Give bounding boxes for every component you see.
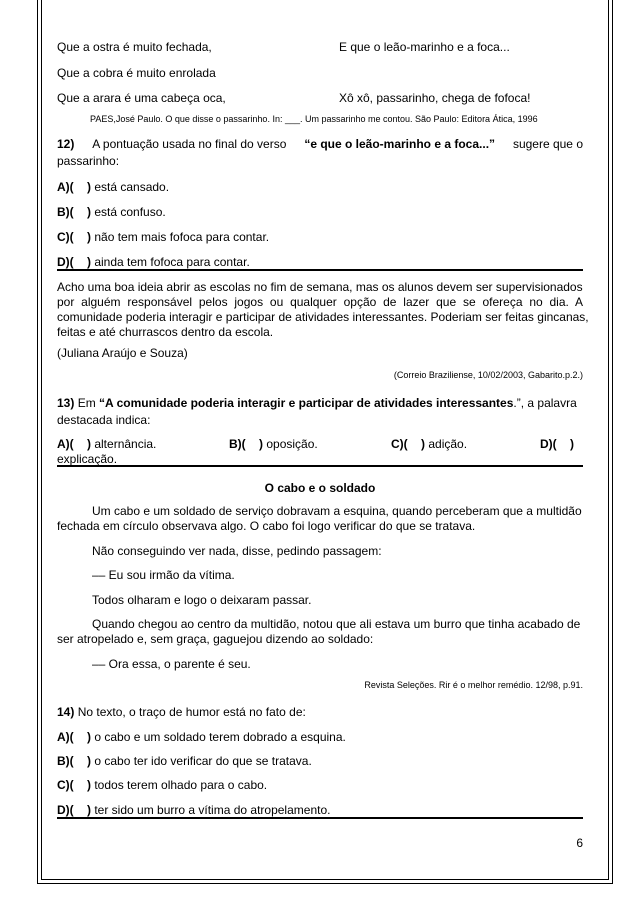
q13-option-d[interactable] xyxy=(540,437,574,451)
q13-statement xyxy=(57,396,577,410)
q14-number: 14) xyxy=(57,705,75,719)
page-number: 6 xyxy=(576,836,583,850)
q13-option-a[interactable] xyxy=(57,437,156,451)
option-letter: C)( xyxy=(57,778,74,792)
q12-option-d[interactable] xyxy=(57,255,250,269)
option-text: não tem mais fofoca para contar. xyxy=(94,230,270,244)
option-letter: B)( xyxy=(57,754,74,768)
passage-line-4: feitas e até churrascos dentro da escola. xyxy=(57,325,274,339)
passage-line-1: Acho uma boa ideia abrir as escolas no fim de semana, mas os alunos devem ser supervisionados xyxy=(57,280,583,294)
option-letter: C)( xyxy=(57,230,74,244)
poem-left-line-2: Que a cobra é muito enrolada xyxy=(57,66,216,80)
story-title: O cabo e o soldado xyxy=(264,481,376,495)
option-close: ) xyxy=(87,803,91,817)
story-p1-line2: fechada em círculo observava algo. O cabo foi logo verificar do que se tratava. xyxy=(57,519,476,533)
q14-text: No texto, o traço de humor está no fato de: xyxy=(77,705,306,719)
option-close: ) xyxy=(421,437,425,451)
passage-line-2: por alguém responsável pelos jogos ou qualquer opção de lazer que se ofereça no dia. A xyxy=(57,295,583,309)
q13-number: 13) xyxy=(57,396,75,410)
option-close: ) xyxy=(259,437,263,451)
story-p4: Todos olharam e logo o deixaram passar. xyxy=(92,593,312,607)
poem-left-line-3: Que a arara é uma cabeça oca, xyxy=(57,91,226,105)
option-text: todos terem olhado para o cabo. xyxy=(94,778,268,792)
q12-text-after: sugere que o xyxy=(512,137,583,151)
q13-text-before: Em xyxy=(77,396,96,410)
option-letter: A)( xyxy=(57,437,74,451)
passage-source: (Correio Braziliense, 10/02/2003, Gabarito.p.2.) xyxy=(393,370,583,380)
q12-quote: “e que o leão-marinho e a foca...” xyxy=(304,137,496,151)
option-close: ) xyxy=(87,778,91,792)
option-close: ) xyxy=(87,180,91,194)
q12-option-a[interactable] xyxy=(57,180,169,194)
option-close: ) xyxy=(87,230,91,244)
option-text: ainda tem fofoca para contar. xyxy=(94,255,250,269)
q14-statement xyxy=(57,705,306,719)
option-letter: A)( xyxy=(57,180,74,194)
option-close: ) xyxy=(87,255,91,269)
story-p1-line1: Um cabo e um soldado de serviço dobravam a esquina, quando perceberam que a multidão xyxy=(92,504,582,518)
option-close: ) xyxy=(87,730,91,744)
q12-option-c[interactable] xyxy=(57,230,269,244)
option-letter: A)( xyxy=(57,730,74,744)
q12-text-line2: passarinho: xyxy=(57,154,120,168)
q14-option-a[interactable] xyxy=(57,730,346,744)
q13-option-d-text: explicação. xyxy=(57,452,118,466)
option-text: adição. xyxy=(428,437,468,451)
option-close: ) xyxy=(87,754,91,768)
story-p6: –– Ora essa, o parente é seu. xyxy=(92,657,251,671)
option-text: alternância. xyxy=(94,437,157,451)
q12-number: 12) xyxy=(57,137,75,151)
divider xyxy=(57,817,583,819)
q14-option-d[interactable] xyxy=(57,803,330,817)
q12-option-b[interactable] xyxy=(57,205,166,219)
divider xyxy=(57,465,583,467)
option-text: o cabo e um soldado terem dobrado a esquina. xyxy=(94,730,346,744)
poem-right-line-2: Xô xô, passarinho, chega de fofoca! xyxy=(339,91,531,105)
option-letter: C)( xyxy=(391,437,408,451)
story-p2: Não conseguindo ver nada, disse, pedindo passagem: xyxy=(92,544,382,558)
q13-text-after: .”, a palavra xyxy=(513,396,577,410)
poem-right-line-1: E que o leão-marinho e a foca... xyxy=(339,40,510,54)
q12-statement xyxy=(57,137,583,151)
q14-option-c[interactable] xyxy=(57,778,267,792)
option-letter: D)( xyxy=(57,255,74,269)
q13-option-c[interactable] xyxy=(391,437,467,451)
poem-citation: PAES,José Paulo. O que disse o passarinho. In: ___. Um passarinho me contou. São Paulo: Editora Ática, 1996 xyxy=(90,114,538,124)
q14-option-b[interactable] xyxy=(57,754,312,768)
option-text: está confuso. xyxy=(94,205,166,219)
passage-line-3: comunidade poderia interagir e participar de atividades interessantes. Poderiam ser feitas gincanas, xyxy=(57,310,589,324)
option-letter: D)( xyxy=(540,437,557,451)
q13-text-line2: destacada indica: xyxy=(57,413,151,427)
option-close: ) xyxy=(87,205,91,219)
q12-text-before: A pontuação usada no final do verso xyxy=(92,137,287,151)
story-p5-line2: ser atropelado e, sem graça, gaguejou dizendo ao soldado: xyxy=(57,632,374,646)
option-close: ) xyxy=(87,437,91,451)
passage-author: (Juliana Araújo e Souza) xyxy=(57,346,188,360)
option-close: ) xyxy=(570,437,574,451)
option-letter: B)( xyxy=(229,437,246,451)
option-text: ter sido um burro a vítima do atropelamento. xyxy=(94,803,331,817)
q13-option-b[interactable] xyxy=(229,437,318,451)
story-p3: –– Eu sou irmão da vítima. xyxy=(92,568,235,582)
option-text: o cabo ter ido verificar do que se tratava. xyxy=(94,754,312,768)
poem-left-line-1: Que a ostra é muito fechada, xyxy=(57,40,212,54)
option-text: está cansado. xyxy=(94,180,170,194)
option-text: oposição. xyxy=(266,437,318,451)
story-source: Revista Seleções. Rir é o melhor remédio. 12/98, p.91. xyxy=(364,680,583,690)
option-letter: D)( xyxy=(57,803,74,817)
divider xyxy=(57,269,583,271)
q13-quote: “A comunidade poderia interagir e participar de atividades interessantes xyxy=(99,396,514,410)
option-letter: B)( xyxy=(57,205,74,219)
story-p5-line1: Quando chegou ao centro da multidão, notou que ali estava um burro que tinha acabado de xyxy=(92,617,581,631)
